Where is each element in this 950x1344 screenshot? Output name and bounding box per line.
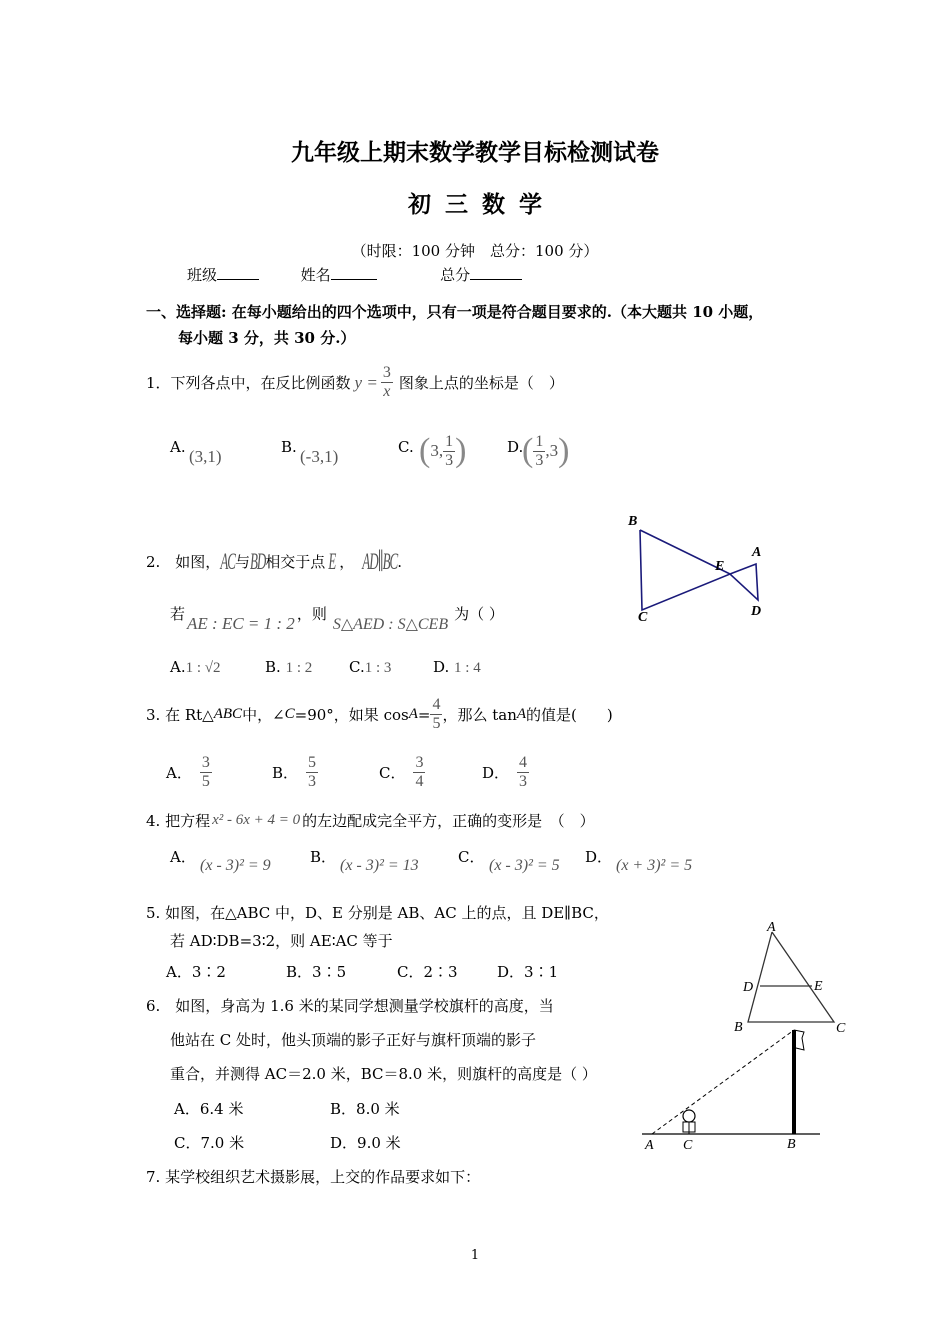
name-label: 姓名 — [300, 266, 331, 284]
q6-option-d[interactable]: D．9.0 米 — [330, 1134, 401, 1152]
section-heading-cont: 每小题 3 分，共 30 分.） — [178, 329, 356, 347]
q6-label-c: C — [683, 1138, 693, 1153]
score-blank[interactable] — [470, 265, 522, 280]
q4-option-d[interactable]: D． — [585, 848, 613, 866]
q4-option-b-value: (x - 3)² = 13 — [340, 857, 419, 874]
page-number: 1 — [470, 1248, 480, 1263]
q2-label-c: C — [638, 610, 648, 625]
q1-option-b-value: (-3,1) — [300, 447, 339, 466]
question-1 — [146, 364, 564, 401]
q5-option-d[interactable]: D．3∶1 — [497, 963, 559, 981]
q5-label-e: E — [814, 979, 823, 994]
q3-option-c[interactable]: C． $\frac{3}{4}$ — [379, 754, 424, 790]
class-label: 班级 — [187, 266, 218, 284]
q1-option-b[interactable]: B. — [281, 438, 297, 456]
q6-option-a[interactable]: A．6.4 米 — [174, 1100, 244, 1118]
q4-option-c[interactable]: C． — [458, 848, 485, 866]
q6-figure — [636, 1022, 826, 1154]
q2-option-d[interactable]: D. 1 : 4 — [433, 658, 481, 676]
q3-option-b[interactable]: B． $\frac{5}{3}$ — [272, 754, 317, 790]
q2-label-e: E — [715, 559, 725, 574]
q4-option-b[interactable]: B． — [310, 848, 337, 866]
q2-option-c[interactable]: C.1 : 3 — [349, 658, 392, 676]
page-title: 九年级上期末数学教学目标检测试卷 — [291, 140, 659, 166]
q5-option-c[interactable]: C．2∶3 — [397, 963, 458, 981]
student-info-row — [187, 264, 522, 285]
q5-label-d: D — [743, 980, 754, 995]
q4-option-c-value: (x - 3)² = 5 — [489, 857, 560, 874]
section-heading: 一、选择题: 在每小题给出的四个选项中，只有一项是符合题目要求的.（本大题共 10 小题， — [146, 303, 764, 321]
q5-label-a: A — [767, 920, 776, 935]
q4-option-a-value: (x - 3)² = 9 — [200, 857, 271, 874]
q1-option-d[interactable]: D. — [507, 438, 524, 456]
question-5-line2: 若 AD∶DB=3∶2，则 AE∶AC 等于 — [170, 932, 393, 950]
q1-option-d-value: ( $\frac{1}{3}$ ,3 ) — [522, 432, 570, 469]
question-3: 3. 在 Rt△ ABC 中，∠ C =90°，如果 cos A = $\frac{4}{5}$ ，那么 tan A 的值是( ) — [146, 696, 613, 732]
score-label: 总分 — [440, 266, 471, 284]
q1-suffix: 图象上点的坐标是（ ） — [398, 374, 564, 392]
class-blank[interactable] — [217, 265, 259, 280]
question-6-line3: 重合，并测得 AC＝2.0 米，BC＝8.0 米，则旗杆的高度是（ ） — [170, 1065, 597, 1083]
question-2: 2. 如图， AC 与 BD 相交于点 E ， AD∥BC . — [146, 547, 403, 575]
q2-label-d: D — [751, 604, 762, 619]
question-7: 7. 某学校组织艺术摄影展，上交的作品要求如下： — [146, 1168, 481, 1186]
q5-option-b[interactable]: B．3∶5 — [286, 963, 347, 981]
q5-label-b: B — [734, 1020, 743, 1035]
question-2-line2: 若 AE : EC = 1 : 2 ，则 S△AED : S△CEB 为（ ） — [170, 605, 504, 633]
page-subtitle: 初三数学 — [408, 192, 556, 218]
q1-option-c[interactable]: C. — [398, 438, 414, 456]
q2-option-a[interactable]: A.1 : √2 — [170, 658, 221, 676]
q2-figure — [618, 508, 778, 628]
time-info: （时限：100 分钟 总分：100 分） — [351, 242, 599, 260]
question-6: 6. 如图，身高为 1.6 米的某同学想测量学校旗杆的高度，当 — [146, 997, 554, 1015]
q5-option-a[interactable]: A．3∶2 — [166, 963, 226, 981]
q6-label-b: B — [787, 1137, 796, 1152]
q1-text: 1．下列各点中，在反比例函数 — [146, 374, 351, 392]
q2-option-b[interactable]: B. 1 : 2 — [265, 658, 313, 676]
question-5: 5. 如图，在△ABC 中，D、E 分别是 AB、AC 上的点，且 DE∥BC， — [146, 904, 609, 922]
q6-option-b[interactable]: B．8.0 米 — [330, 1100, 400, 1118]
q3-option-d[interactable]: D． $\frac{4}{3}$ — [482, 754, 528, 790]
q1-option-c-value: ( 3, $\frac{1}{3}$ ) — [419, 432, 467, 469]
q6-option-c[interactable]: C．7.0 米 — [174, 1134, 245, 1152]
name-blank[interactable] — [331, 265, 377, 280]
q4-option-d-value: (x + 3)² = 5 — [616, 857, 693, 874]
q5-label-c: C — [836, 1021, 846, 1036]
q4-option-a[interactable]: A． — [170, 848, 196, 866]
question-4: 4. 把方程 x² - 6x + 4 = 0 的左边配成完全平方，正确的变形是 （ ） — [146, 812, 595, 830]
q2-label-a: A — [752, 545, 762, 560]
q1-option-a-value: (3,1) — [189, 447, 222, 466]
q2-label-b: B — [628, 514, 638, 529]
q1-option-a[interactable]: A. — [170, 438, 186, 456]
q1-func-fraction: $\frac{3}{x}$ — [382, 364, 391, 400]
q6-label-a: A — [645, 1138, 654, 1153]
q3-option-a[interactable]: A． $\frac{3}{5}$ — [166, 754, 210, 790]
q1-func-lhs: y = — [354, 372, 378, 392]
question-6-line2: 他站在 C 处时，他头顶端的影子正好与旗杆顶端的影子 — [170, 1031, 537, 1049]
